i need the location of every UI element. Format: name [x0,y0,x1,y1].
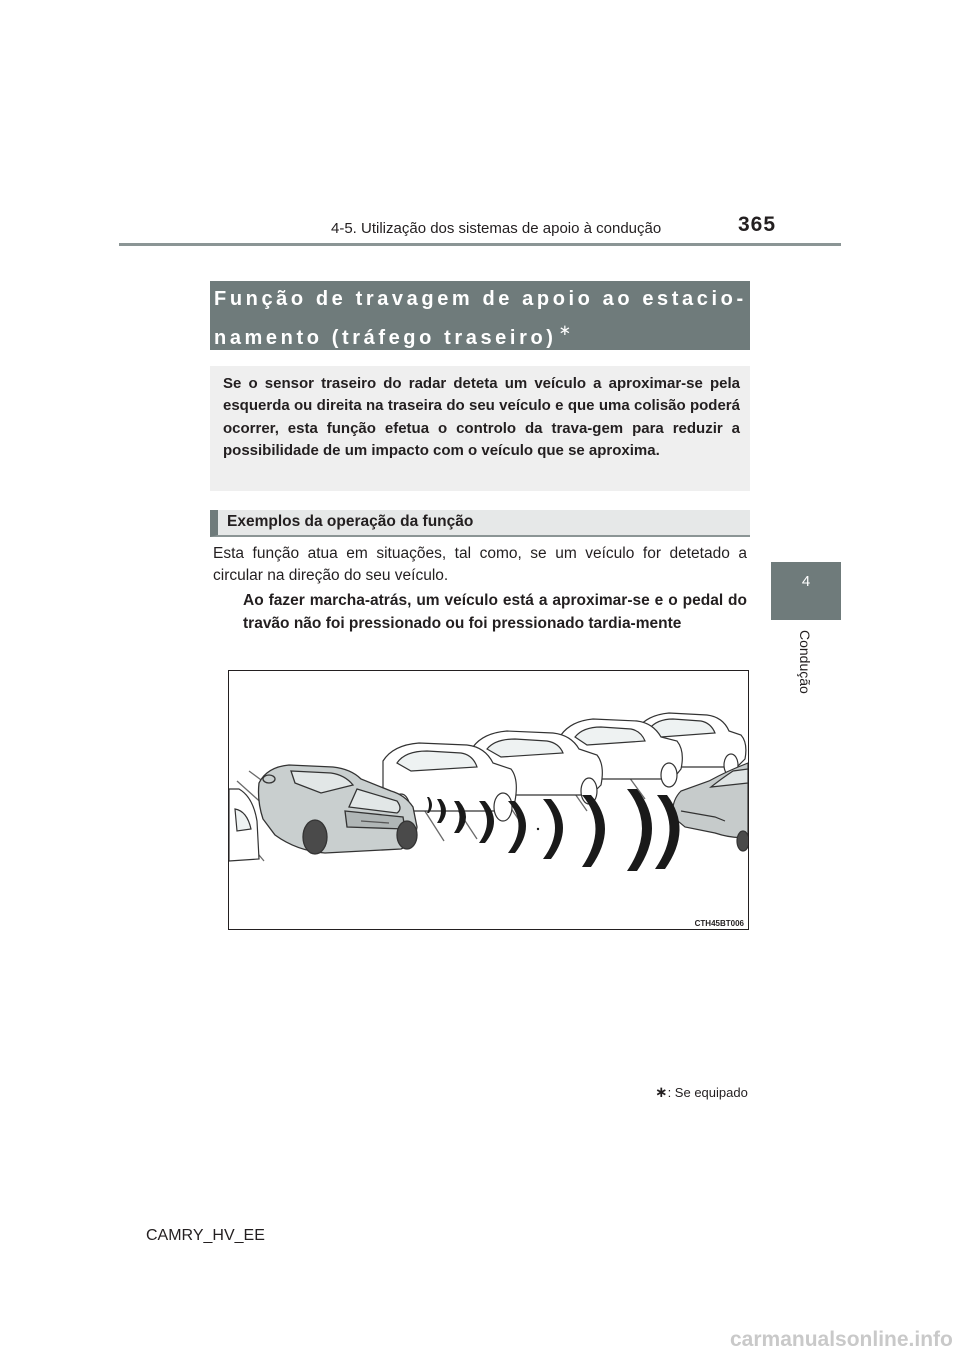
page-number: 365 [738,213,777,236]
watermark: carmanualsonline.info [730,1328,953,1351]
section-title-line-2 [214,321,571,350]
illustration-figure [228,670,749,930]
section-title-line-2-text: namento (tráfego traseiro) [214,327,557,349]
footnote [655,1083,748,1101]
section-title-line-1: Função de travagem de apoio ao estacio- [214,288,747,310]
parking-illustration [229,671,748,929]
footnote-text: : Se equipado [667,1085,748,1100]
approaching-car [673,763,748,851]
parked-car-far-left [229,789,259,861]
document-code: CAMRY_HV_EE [146,1227,265,1244]
header-section-title: 4-5. Utilização dos sistemas de apoio à condução [331,220,662,237]
subsection-heading: Exemplos da operação da função [227,513,474,530]
example-bullet: Ao fazer marcha-atrás, um veículo está a aproximar-se e o pedal do travão não foi pressionado ou foi pressionado tardia-mente [243,592,747,632]
section-title-box [210,281,750,350]
chapter-label: Condução [797,630,813,694]
header-rule [119,243,841,246]
chapter-tab[interactable] [771,562,841,620]
intro-box: Se o sensor traseiro do radar deteta um veículo a aproximar-se pela esquerda ou direita na traseira do seu veículo e que uma colisão poderá ocorrer, esta função efetua o controlo da trava-gem para reduzir a possibilidade de um impacto com o veículo que se aproxima. [210,366,750,491]
equipped-marker: ∗ [558,322,572,339]
chapter-number: 4 [801,573,811,590]
subsection-heading-bar [210,510,750,537]
figure-code: CTH45BT006 [694,919,744,928]
footnote-marker: ∗ [655,1084,668,1101]
subsection-paragraph: Esta função atua em situações, tal como, se um veículo for detetado a circular na direção do seu veículo. [213,545,747,584]
